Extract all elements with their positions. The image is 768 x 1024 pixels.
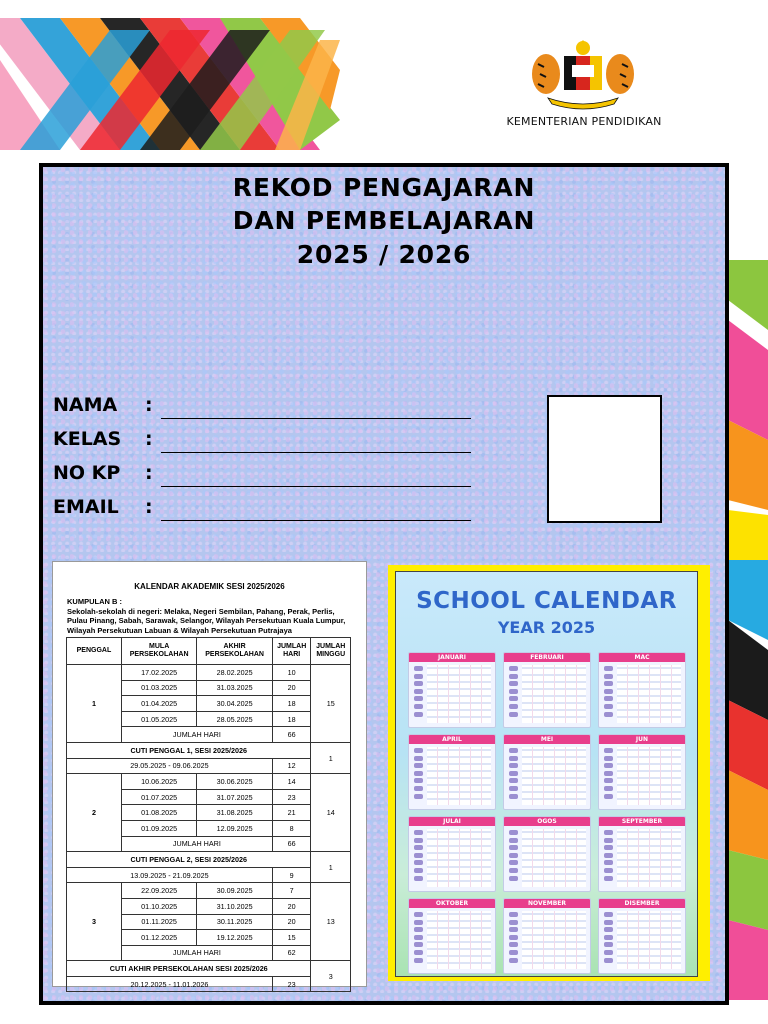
end-date: 30.04.2025 — [197, 696, 272, 712]
month-name: FEBRUARI — [504, 653, 590, 662]
ic-number-input-line[interactable] — [161, 486, 471, 487]
total-label: JUMLAH HARI — [121, 836, 272, 852]
day-count: 10 — [272, 665, 311, 681]
total-days: 62 — [272, 945, 311, 961]
ministry-name: KEMENTERIAN PENDIDIKAN — [506, 115, 662, 128]
break-title-row — [67, 852, 351, 868]
calendar-table — [66, 637, 351, 992]
title-line-3: 2025 / 2026 — [296, 240, 472, 269]
ic-number-colon: : — [145, 462, 153, 484]
month-name: JANUARI — [409, 653, 495, 662]
day-count: 20 — [272, 914, 311, 930]
total-label: JUMLAH HARI — [121, 727, 272, 743]
start-date: 01.09.2025 — [121, 820, 196, 836]
month-tile — [503, 816, 591, 892]
name-label: NAMA — [53, 394, 118, 416]
month-tile — [503, 652, 591, 728]
month-name: MAC — [599, 653, 685, 662]
month-tile — [598, 734, 686, 810]
day-count: 8 — [272, 820, 311, 836]
header-cell: MULA PERSEKOLAHAN — [121, 638, 196, 665]
poster-title: SCHOOL CALENDAR — [416, 588, 677, 614]
header-cell: AKHIR PERSEKOLAHAN — [197, 638, 272, 665]
day-count: 23 — [272, 789, 311, 805]
month-name: OKTOBER — [409, 899, 495, 908]
coat-of-arms-logo — [528, 38, 638, 110]
day-count: 20 — [272, 680, 311, 696]
break-weeks: 1 — [311, 742, 351, 773]
calendar-table-body — [67, 665, 351, 992]
poster-inner — [395, 571, 698, 977]
month-tile — [503, 734, 591, 810]
email-input-line[interactable] — [161, 520, 471, 521]
month-name: DISEMBER — [599, 899, 685, 908]
week-count: 13 — [311, 883, 351, 961]
end-date: 19.12.2025 — [197, 930, 272, 946]
class-colon: : — [145, 428, 153, 450]
day-grid — [522, 829, 586, 887]
total-label: JUMLAH HARI — [121, 945, 272, 961]
term-number: 1 — [67, 665, 122, 743]
day-count: 14 — [272, 774, 311, 790]
break-days: 23 — [272, 976, 311, 992]
break-weeks: 1 — [311, 852, 351, 883]
term-number: 3 — [67, 883, 122, 961]
name-input-line[interactable] — [161, 418, 471, 419]
name-colon: : — [145, 394, 153, 416]
week-markers — [509, 830, 518, 886]
day-count: 7 — [272, 883, 311, 899]
start-date: 01.11.2025 — [121, 914, 196, 930]
day-grid — [522, 665, 586, 723]
month-name: APRIL — [409, 735, 495, 744]
day-count: 21 — [272, 805, 311, 821]
end-date: 31.08.2025 — [197, 805, 272, 821]
month-tile — [598, 652, 686, 728]
calendar-heading: KALENDAR AKADEMIK SESI 2025/2026 — [134, 582, 285, 591]
break-range: 13.09.2025 - 21.09.2025 — [67, 867, 273, 883]
break-weeks: 3 — [311, 961, 351, 992]
week-markers — [509, 748, 518, 804]
week-count: 15 — [311, 665, 351, 743]
end-date: 30.09.2025 — [197, 883, 272, 899]
end-date: 28.05.2025 — [197, 711, 272, 727]
table-header-row — [67, 638, 351, 665]
ic-number-label: NO KP — [53, 462, 121, 484]
cover-panel — [39, 163, 729, 1005]
school-calendar-poster — [388, 565, 710, 981]
day-count: 18 — [272, 711, 311, 727]
week-markers — [414, 748, 423, 804]
week-markers — [604, 912, 613, 968]
header-cell: JUMLAH MINGGU — [311, 638, 351, 665]
break-range: 29.05.2025 - 09.06.2025 — [67, 758, 273, 774]
month-name: SEPTEMBER — [599, 817, 685, 826]
calendar-description: Sekolah-sekolah di negeri: Melaka, Negeri Sembilan, Pahang, Perak, Perlis, Pulau Pinang, Sabah, Sarawak, Selangor, Wilayah Persekutuan Kuala Lumpur, Wilayah Persekutuan Labuan & Wilayah Persekutuan Putrajaya — [67, 607, 346, 635]
header-cell: JUMLAH HARI — [272, 638, 311, 665]
day-grid — [522, 911, 586, 969]
end-date: 31.10.2025 — [197, 898, 272, 914]
title-line-2: DAN PEMBELAJARAN — [232, 206, 536, 235]
break-title-row — [67, 961, 351, 977]
break-title: CUTI AKHIR PERSEKOLAHAN SESI 2025/2026 — [67, 961, 311, 977]
table-row — [67, 883, 351, 899]
end-date: 12.09.2025 — [197, 820, 272, 836]
day-grid — [617, 665, 681, 723]
table-row — [67, 774, 351, 790]
break-range-row — [67, 976, 351, 992]
break-days: 12 — [272, 758, 311, 774]
break-title: CUTI PENGGAL 1, SESI 2025/2026 — [67, 742, 311, 758]
day-grid — [427, 747, 491, 805]
month-tile — [408, 652, 496, 728]
month-name: JULAI — [409, 817, 495, 826]
start-date: 22.09.2025 — [121, 883, 196, 899]
day-count: 20 — [272, 898, 311, 914]
end-date: 28.02.2025 — [197, 665, 272, 681]
week-count: 14 — [311, 774, 351, 852]
month-tile — [408, 816, 496, 892]
start-date: 01.07.2025 — [121, 789, 196, 805]
week-markers — [604, 748, 613, 804]
email-label: EMAIL — [53, 496, 119, 518]
start-date: 10.06.2025 — [121, 774, 196, 790]
break-title-row — [67, 742, 351, 758]
title-line-1: REKOD PENGAJARAN — [232, 173, 536, 202]
photo-box[interactable] — [547, 395, 662, 523]
day-grid — [427, 665, 491, 723]
end-date: 30.11.2025 — [197, 914, 272, 930]
week-markers — [414, 912, 423, 968]
calendar-group: KUMPULAN B : — [67, 597, 122, 606]
poster-subtitle: YEAR 2025 — [497, 618, 596, 637]
start-date: 01.12.2025 — [121, 930, 196, 946]
week-markers — [414, 830, 423, 886]
end-date: 31.03.2025 — [197, 680, 272, 696]
end-date: 31.07.2025 — [197, 789, 272, 805]
start-date: 01.10.2025 — [121, 898, 196, 914]
total-days: 66 — [272, 836, 311, 852]
start-date: 01.05.2025 — [121, 711, 196, 727]
class-label: KELAS — [53, 428, 122, 450]
month-name: NOVEMBER — [504, 899, 590, 908]
day-grid — [522, 747, 586, 805]
email-colon: : — [145, 496, 153, 518]
month-tile — [598, 816, 686, 892]
month-tile — [408, 734, 496, 810]
end-date: 30.06.2025 — [197, 774, 272, 790]
day-grid — [427, 911, 491, 969]
break-title: CUTI PENGGAL 2, SESI 2025/2026 — [67, 852, 311, 868]
break-days: 9 — [272, 867, 311, 883]
term-number: 2 — [67, 774, 122, 852]
day-grid — [617, 911, 681, 969]
week-markers — [604, 666, 613, 722]
class-input-line[interactable] — [161, 452, 471, 453]
total-days: 66 — [272, 727, 311, 743]
break-range-row — [67, 758, 351, 774]
table-row — [67, 665, 351, 681]
day-count: 15 — [272, 930, 311, 946]
week-markers — [509, 666, 518, 722]
break-range-row — [67, 867, 351, 883]
week-markers — [414, 666, 423, 722]
month-name: MEI — [504, 735, 590, 744]
academic-calendar — [52, 561, 367, 987]
month-name: OGOS — [504, 817, 590, 826]
day-grid — [617, 747, 681, 805]
break-range: 20.12.2025 - 11.01.2026 — [67, 976, 273, 992]
week-markers — [509, 912, 518, 968]
month-name: JUN — [599, 735, 685, 744]
month-tile — [408, 898, 496, 974]
week-markers — [604, 830, 613, 886]
month-tile — [598, 898, 686, 974]
header-cell: PENGGAL — [67, 638, 122, 665]
start-date: 01.08.2025 — [121, 805, 196, 821]
day-grid — [427, 829, 491, 887]
day-grid — [617, 829, 681, 887]
month-tile — [503, 898, 591, 974]
day-count: 18 — [272, 696, 311, 712]
start-date: 01.03.2025 — [121, 680, 196, 696]
start-date: 01.04.2025 — [121, 696, 196, 712]
start-date: 17.02.2025 — [121, 665, 196, 681]
